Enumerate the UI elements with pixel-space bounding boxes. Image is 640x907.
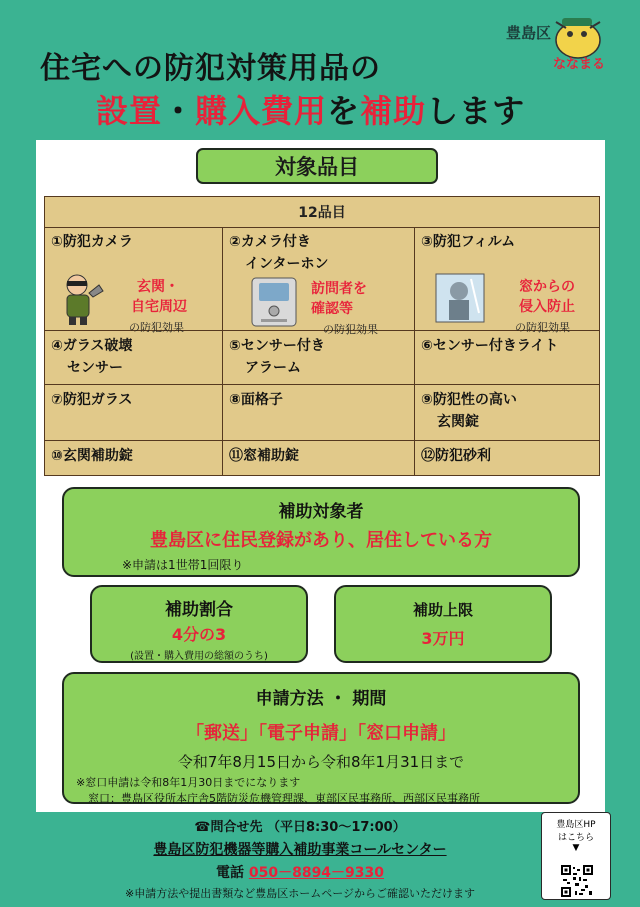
effect-note: の防犯効果: [515, 321, 570, 334]
rate-box: [90, 585, 308, 663]
eligible-heading: 補助対象者: [278, 502, 364, 522]
qr-label: 豊島区HP: [556, 820, 596, 830]
rate-value: 4分の3: [171, 625, 227, 644]
item-label: ①防犯カメラ: [51, 234, 133, 250]
item-label: ②カメラ付き: [229, 234, 311, 250]
item-label: ⑥センサー付きライト: [421, 338, 559, 354]
title-subsidy: 補助: [360, 92, 427, 130]
apply-heading: 申請方法 ・ 期間: [255, 689, 387, 709]
item-label-2: 玄関錠: [437, 414, 479, 430]
apply-methods: 「郵送」「電子申請」「窓口申請」: [186, 723, 456, 744]
title-tail: します: [426, 92, 526, 130]
item-label: ⑦防犯ガラス: [51, 392, 133, 408]
apply-note-deadline: ※窓口申請は令和8年1月30日までになります: [76, 776, 301, 789]
item-label: ⑪窓補助錠: [229, 448, 299, 464]
item-label: ⑫防犯砂利: [421, 448, 491, 464]
eligible-text: 豊島区に住民登録があり、居住している方: [150, 530, 492, 551]
item-cell-4: [45, 331, 223, 385]
contact-section: [60, 816, 540, 901]
item-label: ⑧面格子: [229, 392, 283, 408]
mascot-name: ななまる: [552, 57, 606, 72]
phone-label: 電話: [215, 865, 244, 881]
item-cell-5: [223, 331, 415, 385]
items-count: 12品目: [45, 197, 599, 228]
intercom-illustration: [251, 277, 297, 327]
page-title-line1: 住宅への防犯対策用品の: [40, 51, 381, 86]
effect-line2: 侵入防止: [519, 299, 575, 315]
effect-note: の防犯効果: [129, 321, 184, 334]
effect-line2: 自宅周辺: [131, 299, 187, 315]
apply-box: [62, 672, 580, 804]
item-cell-9: [415, 385, 599, 441]
item-cell-12: [415, 441, 599, 475]
apply-note-window: 窓口：豊島区役所本庁舎5階防災危機管理課、東部区民事務所、西部区民事務所: [88, 792, 480, 805]
rate-heading: 補助割合: [165, 600, 233, 620]
contact-phone-line: [60, 862, 540, 882]
rate-note: (設置・購入費用の総額のうち): [130, 651, 268, 662]
item-cell-6: [415, 331, 599, 385]
item-label: ④ガラス破壊: [51, 338, 133, 354]
effect-text: [131, 277, 187, 317]
limit-heading: 補助上限: [412, 601, 473, 619]
apply-period: 令和7年8月15日から令和8年1月31日まで: [177, 753, 465, 771]
title-setting: 設置: [96, 92, 163, 130]
eligible-box: [62, 487, 580, 577]
effect-line1: 玄関・: [137, 279, 179, 295]
contact-note: ※申請方法や提出書類など豊島区ホームページからご確認いただけます: [125, 887, 475, 900]
phone-number[interactable]: 050－8894－9330: [248, 865, 385, 881]
item-label-2: アラーム: [245, 360, 301, 376]
page-title-line2: [96, 86, 525, 132]
item-cell-10: [45, 441, 223, 475]
effect-text: [311, 279, 367, 319]
item-label: ③防犯フィルム: [421, 234, 516, 250]
qr-code[interactable]: [561, 865, 593, 897]
effect-text: [519, 277, 575, 317]
mascot-logo: [544, 10, 614, 76]
title-particle: を: [327, 92, 361, 130]
effect-line2: 確認等: [311, 301, 353, 317]
qr-box: [541, 812, 611, 900]
item-label: ⑤センサー付き: [229, 338, 325, 354]
effect-note: の防犯効果: [323, 323, 378, 336]
window-film-illustration: [435, 273, 485, 323]
contact-hours: ☎問合せ先 （平日8:30〜17:00）: [194, 820, 406, 835]
down-arrow-icon: ▼: [572, 843, 580, 853]
items-heading: 対象品目: [196, 148, 438, 184]
item-label-2: センサー: [67, 360, 123, 376]
item-label: ⑩玄関補助錠: [51, 448, 133, 464]
effect-line1: 訪問者を: [311, 281, 367, 297]
item-cell-11: [223, 441, 415, 475]
items-table: [44, 196, 600, 476]
item-cell-8: [223, 385, 415, 441]
item-label: ⑨防犯性の高い: [421, 392, 517, 408]
title-separator: ・: [162, 92, 196, 130]
item-cell-7: [45, 385, 223, 441]
title-purchase-cost: 購入費用: [195, 92, 328, 130]
effect-line1: 窓からの: [519, 279, 575, 295]
burglar-illustration: [55, 271, 105, 327]
ward-name: 豊島区: [506, 24, 552, 42]
limit-box: [334, 585, 552, 663]
item-label-2: インターホン: [245, 256, 329, 272]
qr-label-2: はこちら: [557, 833, 594, 843]
limit-value: 3万円: [421, 629, 465, 648]
eligible-note: ※申請は1世帯1回限り: [122, 558, 244, 572]
contact-center-name: 豊島区防犯機器等購入補助事業コールセンター: [153, 842, 447, 858]
